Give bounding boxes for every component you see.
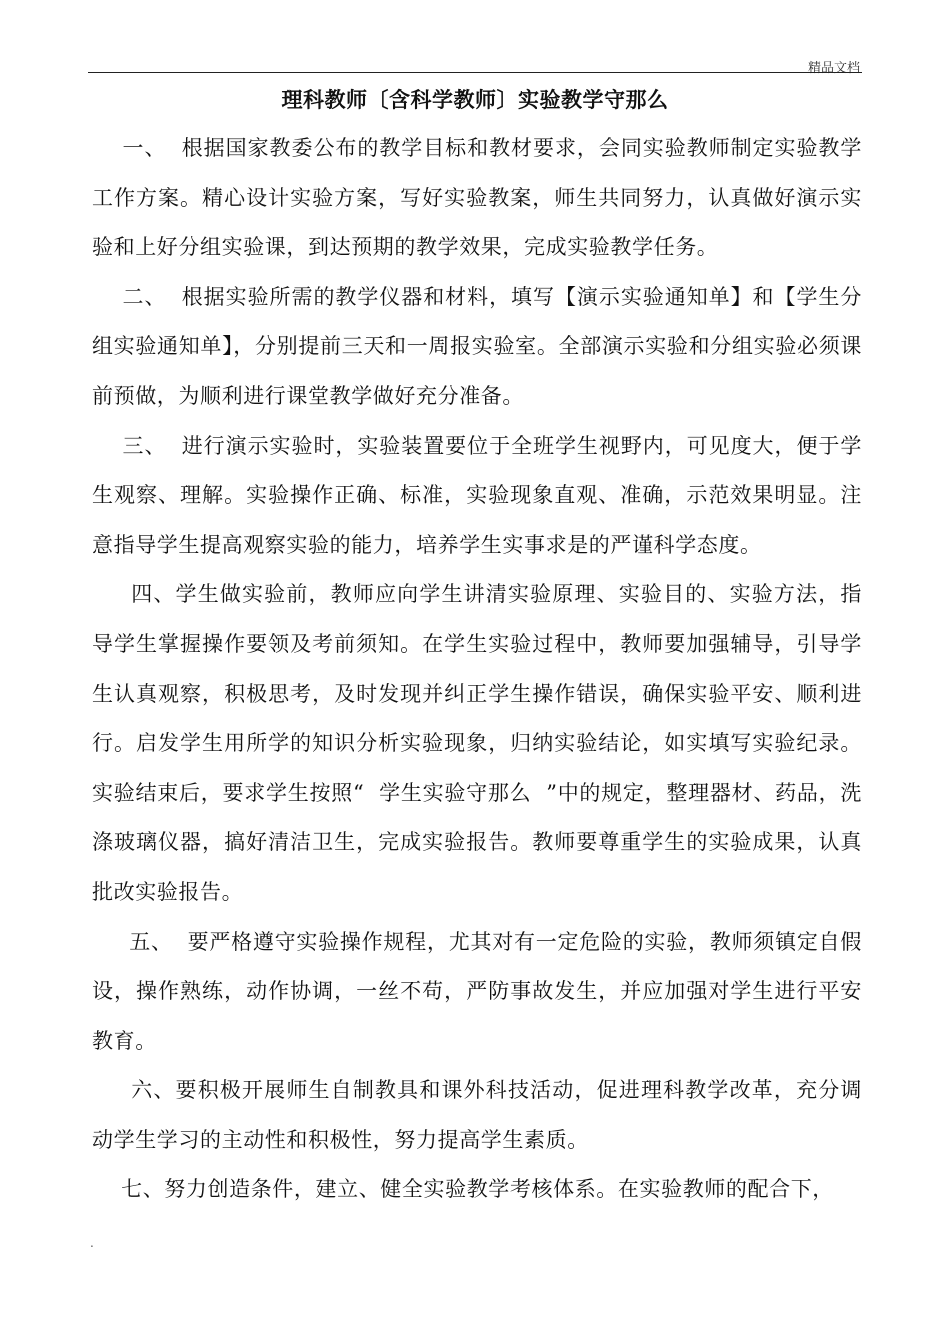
document-body [92,124,862,1215]
paragraph-6: 六、要积极开展师生自制教具和课外科技活动，促进理科教学改革，充分调动学生学习的主动性和积极性，努力提高学生素质。 [92,1078,862,1152]
paragraph-4: 四、学生做实验前，教师应向学生讲清实验原理、实验目的、实验方法，指导学生掌握操作要领及考前须知。在学生实验过程中，教师要加强辅导，引导学生认真观察，积极思考，及时发现并纠正学生操作错误，确保实验平安、顺利进行。启发学生用所学的知识分析实验现象，归纳实验结论，如实填写实验纪录。实验结束后，要求学生按照“ 学生实验守那么 ”中的规定，整理器材、药品，洗涤玻璃仪器，搞好清洁卫生，完成实验报告。教师要尊重学生的实验成果，认真批改实验报告。 [92,582,862,904]
paragraph-1: 一、 根据国家教委公布的教学目标和教材要求，会同实验教师制定实验教学工作方案。精心设计实验方案，写好实验教案，师生共同努力，认真做好演示实验和上好分组实验课，到达预期的教学效果，完成实验教学任务。 [92,136,862,260]
paragraph-2: 二、 根据实验所需的教学仪器和材料，填写【演示实验通知单】和【学生分组实验通知单】，分别提前三天和一周报实验室。全部演示实验和分组实验必须课前预做，为顺利进行课堂教学做好充分准备。 [92,284,862,408]
paragraph-5: 五、 要严格遵守实验操作规程，尤其对有一定危险的实验，教师须镇定自假设，操作熟练，动作协调，一丝不苟，严防事故发生，并应加强对学生进行平安教育。 [92,929,862,1053]
paragraph-7: 七、努力创造条件，建立、健全实验教学考核体系。在实验教师的配合下， [92,1177,834,1202]
footer-mark: . [90,1236,94,1250]
paragraph-3: 三、 进行演示实验时，实验装置要位于全班学生视野内，可见度大，便于学生观察、理解。实验操作正确、标准，实验现象直观、准确，示范效果明显。注意指导学生提高观察实验的能力，培养学生实事求是的严谨科学态度。 [92,433,862,557]
header-label: 精品文档 [807,61,860,76]
document-title: 理科教师〔含科学教师〕实验教学守那么 [281,88,669,112]
header-rule [88,72,862,73]
